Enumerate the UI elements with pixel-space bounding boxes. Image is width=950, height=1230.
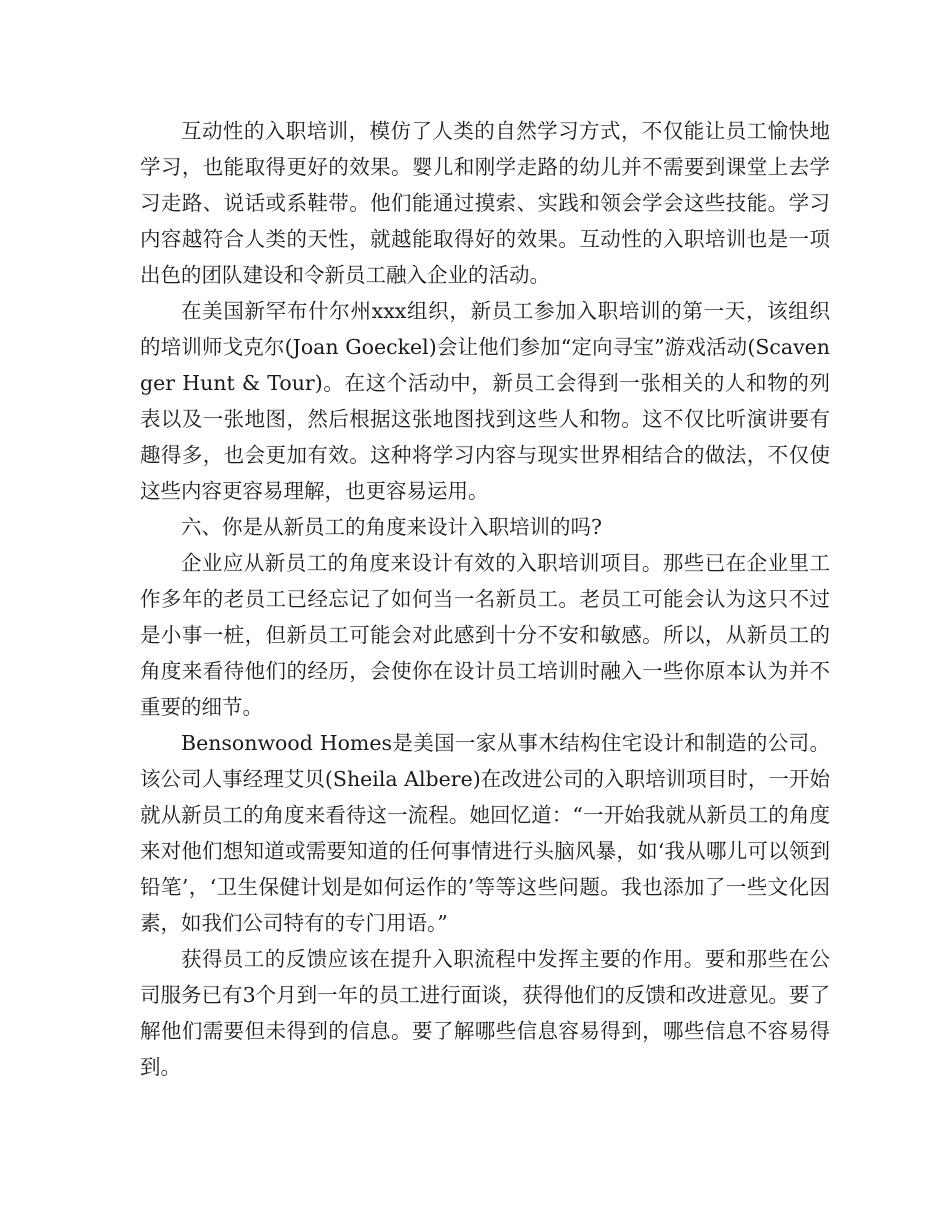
paragraph-new-employee-perspective: 企业应从新员工的角度来设计有效的入职培训项目。那些已在企业里工作多年的老员工已经忘记了如何当一名新员工。老员工可能会认为这只不过是小事一桩，但新员工可能会对此感到十分不安和敏感。所以，从新员工的角度来看待他们的经历，会使你在设计员工培训时融入一些你原本认为并不重要的细节。 <box>140 551 830 719</box>
paragraph-scavenger-hunt: 在美国新罕布什尔州xxx组织，新员工参加入职培训的第一天，该组织的培训师戈克尔(Joan Goeckel)会让他们参加“定向寻宝”游戏活动(Scavenger Hunt & Tour)。在这个活动中，新员工会得到一张相关的人和物的列表以及一张地图，然后根据这张地图找到这些人和物。这不仅比听演讲要有趣得多，也会更加有效。这种将学习内容与现实世界相结合的做法，不仅使这些内容更容易理解，也更容易运用。 <box>140 299 830 503</box>
paragraph-bensonwood-homes: Bensonwood Homes是美国一家从事木结构住宅设计和制造的公司。该公司人事经理艾贝(Sheila Albere)在改进公司的入职培训项目时，一开始就从新员工的角度来看待这一流程。她回忆道：“一开始我就从新员工的角度来对他们想知道或需要知道的任何事情进行头脑风暴，如‘我从哪儿可以领到铅笔’，‘卫生保健计划是如何运作的’等等这些问题。我也添加了一些文化因素，如我们公司特有的专门用语。” <box>140 731 830 935</box>
document-body <box>140 113 830 1085</box>
section-heading-six: 六、你是从新员工的角度来设计入职培训的吗? <box>181 515 602 539</box>
paragraph-employee-feedback: 获得员工的反馈应该在提升入职流程中发挥主要的作用。要和那些在公司服务已有3个月到一年的员工进行面谈，获得他们的反馈和改进意见。要了解他们需要但未得到的信息。要了解哪些信息容易得到，哪些信息不容易得到。 <box>140 947 830 1079</box>
paragraph-interactive-training: 互动性的入职培训，模仿了人类的自然学习方式，不仅能让员工愉快地学习，也能取得更好的效果。婴儿和刚学走路的幼儿并不需要到课堂上去学习走路、说话或系鞋带。他们能通过摸索、实践和领会学会这些技能。学习内容越符合人类的天性，就越能取得好的效果。互动性的入职培训也是一项出色的团队建设和令新员工融入企业的活动。 <box>140 119 830 287</box>
